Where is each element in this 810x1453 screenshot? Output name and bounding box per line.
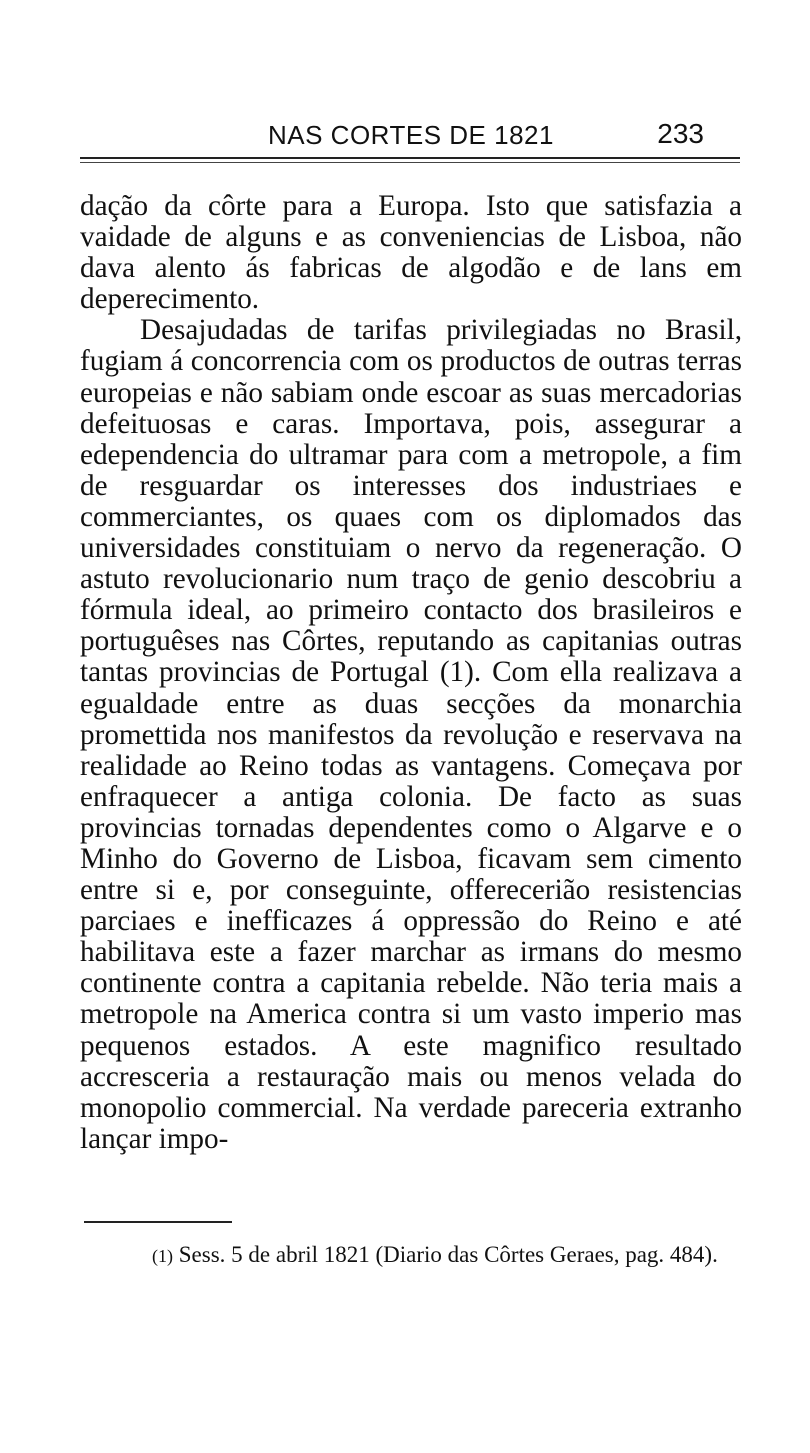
header-rule-thin xyxy=(80,162,740,163)
paragraph-text: Com ella realizava a egualdade entre as duas secções da monarchia promettida nos manifestos da revolução e reservava na realidade ao Reino todas as vantagens. Começava por enfraquecer a antiga colonia. De facto as suas provincias tornadas dependentes como o Algarve e o Minho do Governo de Lisboa, ficavam sem cimento entre si e, por conseguinte, offerecerião resistencias parciaes e inefficazes á oppressão do Reino e até habilitava este a fazer marchar as irmans do mesmo continente contra a capitania rebelde. Não teria mais a metropole na America contra si um vasto imperio mas pequenos estados. A este magnifico resultado accresceria a restauração mais ou menos velada do monopolio commercial. Na verdade pareceria extranho lançar impo- xyxy=(80,656,742,1155)
footnote xyxy=(82,1241,748,1270)
paragraph xyxy=(80,191,742,315)
paragraph-text: Desajudadas de tarifas privilegiadas no Brasil, fugiam á concorrencia com os productos de outras terras europeias e não sabiam onde escoar as suas mercadorias defeituosas e caras. Importava, pois, assegurar a edependencia do ultramar para com a metropole, a fim de resguardar os interesses dos industriaes e commerciantes, os quaes com os diplomados das universidades constituiam o nervo da regeneração. O astuto revolucionario num traço de genio descobriu a fórmula ideal, ao primeiro contacto dos brasileiros e portuguêses nas Côrtes, reputando as capitanias outras tantas provincias de Portugal xyxy=(80,314,742,689)
paragraph-text: dação da côrte para a Europa. Isto que satisfazia a vaidade de alguns e as conveniencias de Lisboa, não dava alento ás fabricas de algodão e de lans em deperecimento. xyxy=(80,190,742,316)
page-number: 233 xyxy=(657,118,704,149)
paragraph xyxy=(80,315,742,1155)
page-header xyxy=(80,116,740,156)
footnote-marker: (1) xyxy=(152,1246,173,1266)
footnote-reference: (1). xyxy=(439,656,482,689)
footnote-text: Sess. 5 de abril 1821 (Diario das Côrtes Geraes, pag. 484). xyxy=(178,1242,718,1267)
running-title: NAS CORTES DE 1821 xyxy=(268,120,554,150)
header-rule xyxy=(80,157,740,159)
footnote-rule xyxy=(84,1221,232,1223)
body-text xyxy=(80,191,742,1155)
